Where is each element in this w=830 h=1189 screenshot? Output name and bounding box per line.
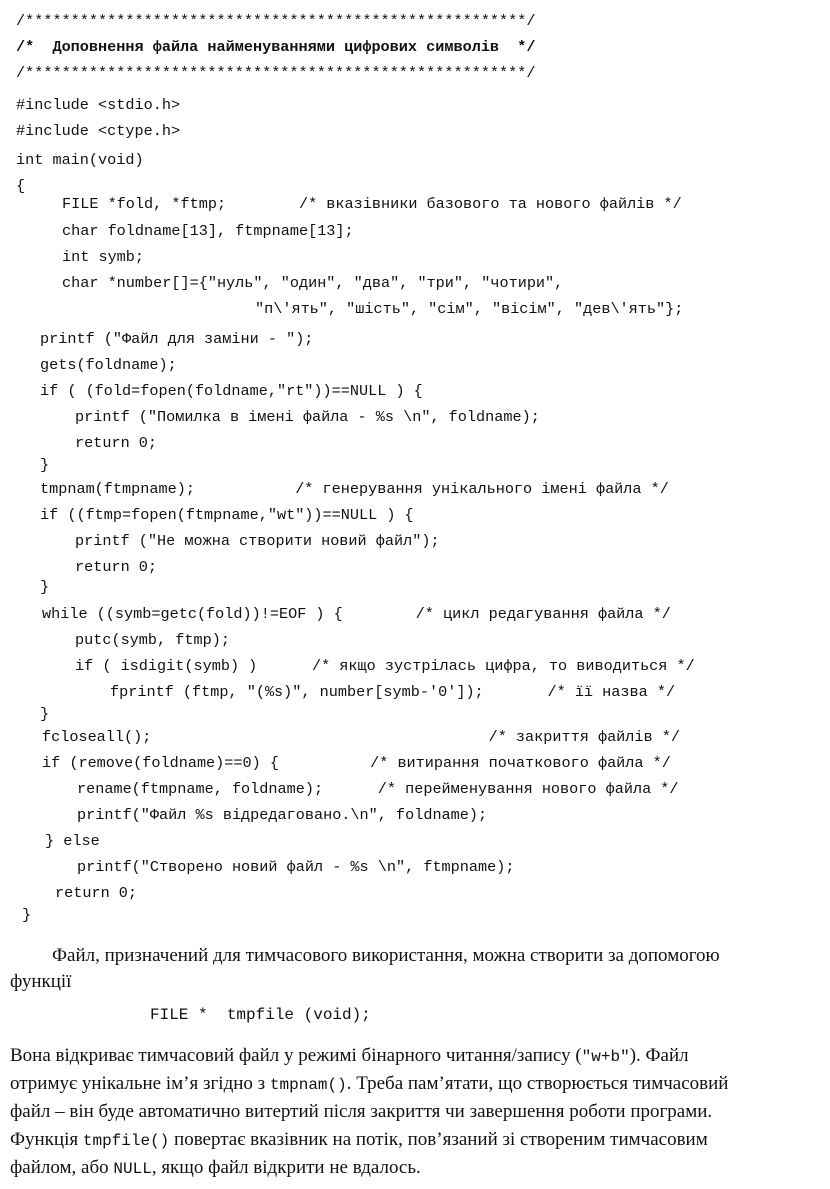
code-line: } — [22, 906, 32, 924]
code-line: return 0; — [75, 558, 158, 576]
code-line: printf ("Не можна створити новий файл"); — [75, 532, 440, 550]
code-line: if ( (fold=fopen(foldname,"rt"))==NULL ) { — [40, 382, 423, 400]
code-line: /*******************************************************/ — [16, 12, 536, 30]
code-line: fcloseall(); /* закриття файлів */ — [42, 728, 680, 746]
paragraph-body-line1: Вона відкриває тимчасовий файл у режимі бінарного читання/запису ("w+b"). Файл — [10, 1045, 689, 1066]
code-line: } else — [45, 832, 100, 850]
code-line: /*******************************************************/ — [16, 64, 536, 82]
paragraph-intro-line2: функції — [10, 971, 72, 992]
code-line: return 0; — [55, 884, 138, 902]
code-line: } — [40, 578, 50, 596]
code-line: /* Доповнення файла найменуваннями цифрових символів */ — [16, 38, 536, 56]
code-line: FILE *fold, *ftmp; /* вказівники базового та нового файлів */ — [62, 195, 682, 213]
code-line: tmpnam(ftmpname); /* генерування унікального імені файла */ — [40, 480, 669, 498]
code-line: fprintf (ftmp, "(%s)", number[symb-'0']); /* її назва */ — [110, 683, 676, 701]
code-line: return 0; — [75, 434, 158, 452]
code-line: #include <stdio.h> — [16, 96, 181, 114]
code-line: putc(symb, ftmp); — [75, 631, 230, 649]
code-line: char *number[]={"нуль", "один", "два", "три", "чотири", — [62, 274, 564, 292]
code-line: gets(foldname); — [40, 356, 177, 374]
code-line: int symb; — [62, 248, 145, 266]
code-line: char foldname[13], ftmpname[13]; — [62, 222, 354, 240]
code-line: if (remove(foldname)==0) { /* витирання початкового файла */ — [42, 754, 671, 772]
function-signature: FILE * tmpfile (void); — [150, 1006, 371, 1024]
paragraph-body-line2: отримує унікальне ім’я згідно з tmpnam(). Треба пам’ятати, що створюється тимчасовий — [10, 1073, 729, 1094]
paragraph-body-line4: Функція tmpfile() повертає вказівник на потік, пов’язаний зі створеним тимчасовим — [10, 1129, 708, 1150]
code-line: printf ("Помилка в імені файла - %s \n", foldname); — [75, 408, 540, 426]
code-line: while ((symb=getc(fold))!=EOF ) { /* цикл редагування файла */ — [42, 605, 671, 623]
code-line: printf("Файл %s відредаговано.\n", foldname); — [77, 806, 488, 824]
code-line: { — [16, 177, 26, 195]
code-line: printf("Створено новий файл - %s \n", ftmpname); — [77, 858, 515, 876]
code-line: } — [40, 705, 50, 723]
paragraph-intro-line1: Файл, призначений для тимчасового використання, можна створити за допомогою — [52, 945, 720, 966]
code-line: #include <ctype.h> — [16, 122, 181, 140]
code-line: printf ("Файл для заміни - "); — [40, 330, 314, 348]
code-line: rename(ftmpname, foldname); /* перейменування нового файла */ — [77, 780, 679, 798]
code-line: int main(void) — [16, 151, 144, 169]
code-line: if ((ftmp=fopen(ftmpname,"wt"))==NULL ) { — [40, 506, 414, 524]
paragraph-body-line5: файлом, або NULL, якщо файл відкрити не вдалось. — [10, 1157, 421, 1178]
paragraph-body-line3: файл – він буде автоматично витертий після закриття чи завершення роботи програми. — [10, 1101, 713, 1122]
code-line: if ( isdigit(symb) ) /* якщо зустрілась цифра, то виводиться */ — [75, 657, 695, 675]
code-line: "п\'ять", "шість", "сім", "вісім", "дев\'ять"}; — [255, 300, 684, 318]
code-line: } — [40, 456, 50, 474]
